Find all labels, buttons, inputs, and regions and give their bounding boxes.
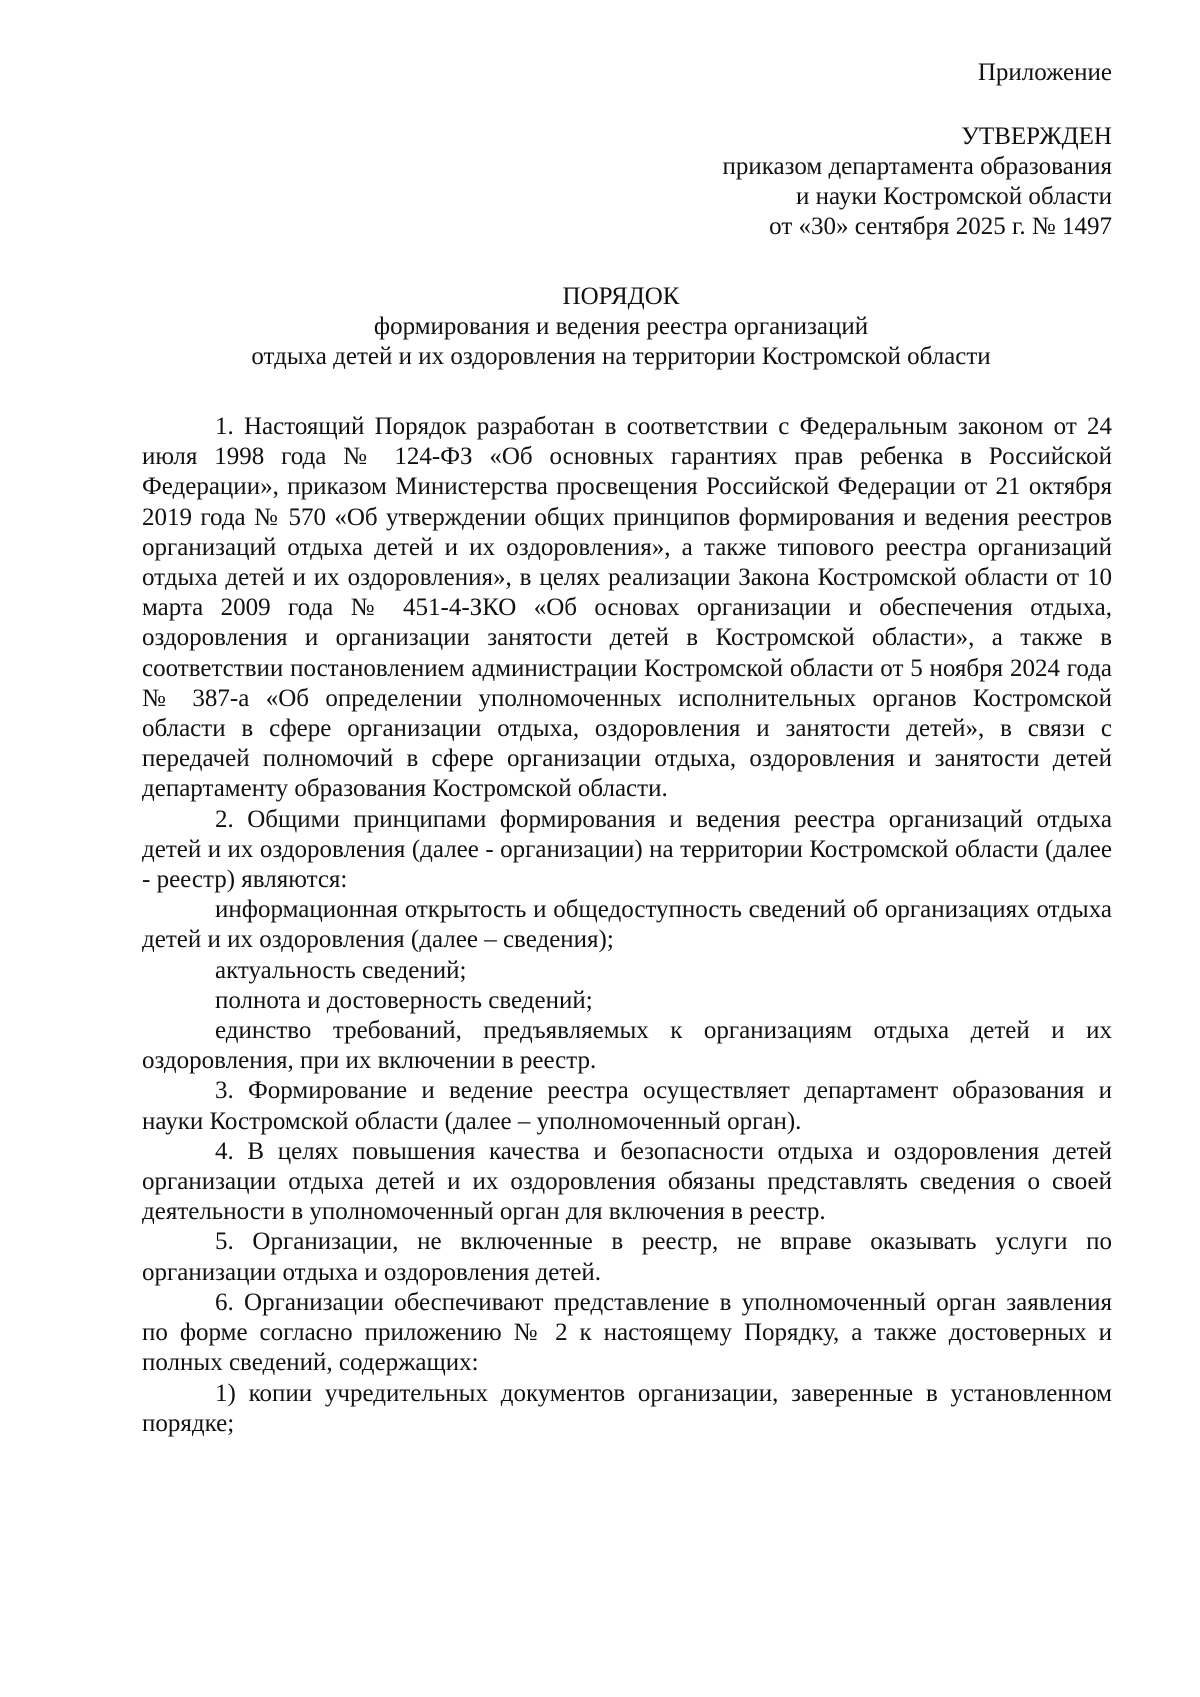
paragraph-2: 2. Общими принципами формирования и ведения реестра организаций отдыха детей и их оздоровления (далее - организации) на территории Костромской области (далее - реестр) являются: — [142, 805, 1112, 894]
document-title — [130, 282, 1112, 372]
approval-date-line: от «30» сентября 2025 г. № 1497 — [769, 213, 1112, 240]
title-main: ПОРЯДОК — [562, 283, 680, 310]
principle-item: информационная открытость и общедоступность сведений об организациях отдыха детей и их оздоровления (далее – сведения); — [142, 896, 1112, 954]
approval-line: приказом департамента образования — [722, 153, 1112, 180]
principle-item: единство требований, предъявляемых к организациям отдыха детей и их оздоровления, при их включении в реестр. — [142, 1017, 1112, 1075]
principle-item: актуальность сведений; — [215, 956, 467, 984]
paragraph-5: 5. Организации, не включенные в реестр, не вправе оказывать услуги по организации отдыха и оздоровления детей. — [142, 1228, 1112, 1286]
subitem-1: 1) копии учредительных документов организации, заверенные в установленном порядке; — [142, 1379, 1112, 1437]
principle-item: полнота и достоверность сведений; — [215, 986, 593, 1014]
paragraph-4: 4. В целях повышения качества и безопасности отдыха и оздоровления детей организации отдыха детей и их оздоровления обязаны представлять сведения о своей деятельности в уполномоченный орган для включения в реестр. — [142, 1137, 1112, 1226]
approval-line: и науки Костромской области — [795, 183, 1112, 210]
title-subline: формирования и ведения реестра организаций — [373, 313, 869, 340]
paragraph-6: 6. Организации обеспечивают представление в уполномоченный орган заявления по форме согласно приложению № 2 к настоящему Порядку, а также достоверных и полных сведений, содержащих: — [142, 1288, 1112, 1377]
approval-stamp — [723, 122, 1112, 242]
paragraph-1: 1. Настоящий Порядок разработан в соответствии с Федеральным законом от 24 июля 1998 года № 124-ФЗ «Об основных гарантиях прав ребенка в Российской Федерации», приказом Министерства просвещения Российской Федерации от 21 октября 2019 года № 570 «Об утверждении общих принципов формирования и ведения реестров организаций отдыха детей и их оздоровления», а также типового реестра организаций отдыха детей и их оздоровления», в целях реализации Закона Костромской области от 10 марта 2009 года № 451-4-ЗКО «Об основах организации и обеспечения отдыха, оздоровления и организации занятости детей в Костромской области», а также в соответствии постановлением администрации Костромской области от 5 ноября 2024 года № 387-а «Об определении уполномоченных исполнительных органов Костромской области в сфере организации отдыха, оздоровления и занятости детей», в связи с передачей полномочий в сфере организации отдыха, оздоровления и занятости детей департаменту образования Костромской области. — [142, 413, 1112, 803]
approved-heading: УТВЕРЖДЕН — [961, 123, 1112, 150]
paragraph-3: 3. Формирование и ведение реестра осуществляет департамент образования и науки Костромской области (далее – уполномоченный орган). — [142, 1077, 1112, 1135]
document-body — [142, 412, 1112, 1439]
title-subline: отдыха детей и их оздоровления на территории Костромской области — [251, 343, 991, 370]
appendix-label: Приложение — [977, 59, 1112, 86]
